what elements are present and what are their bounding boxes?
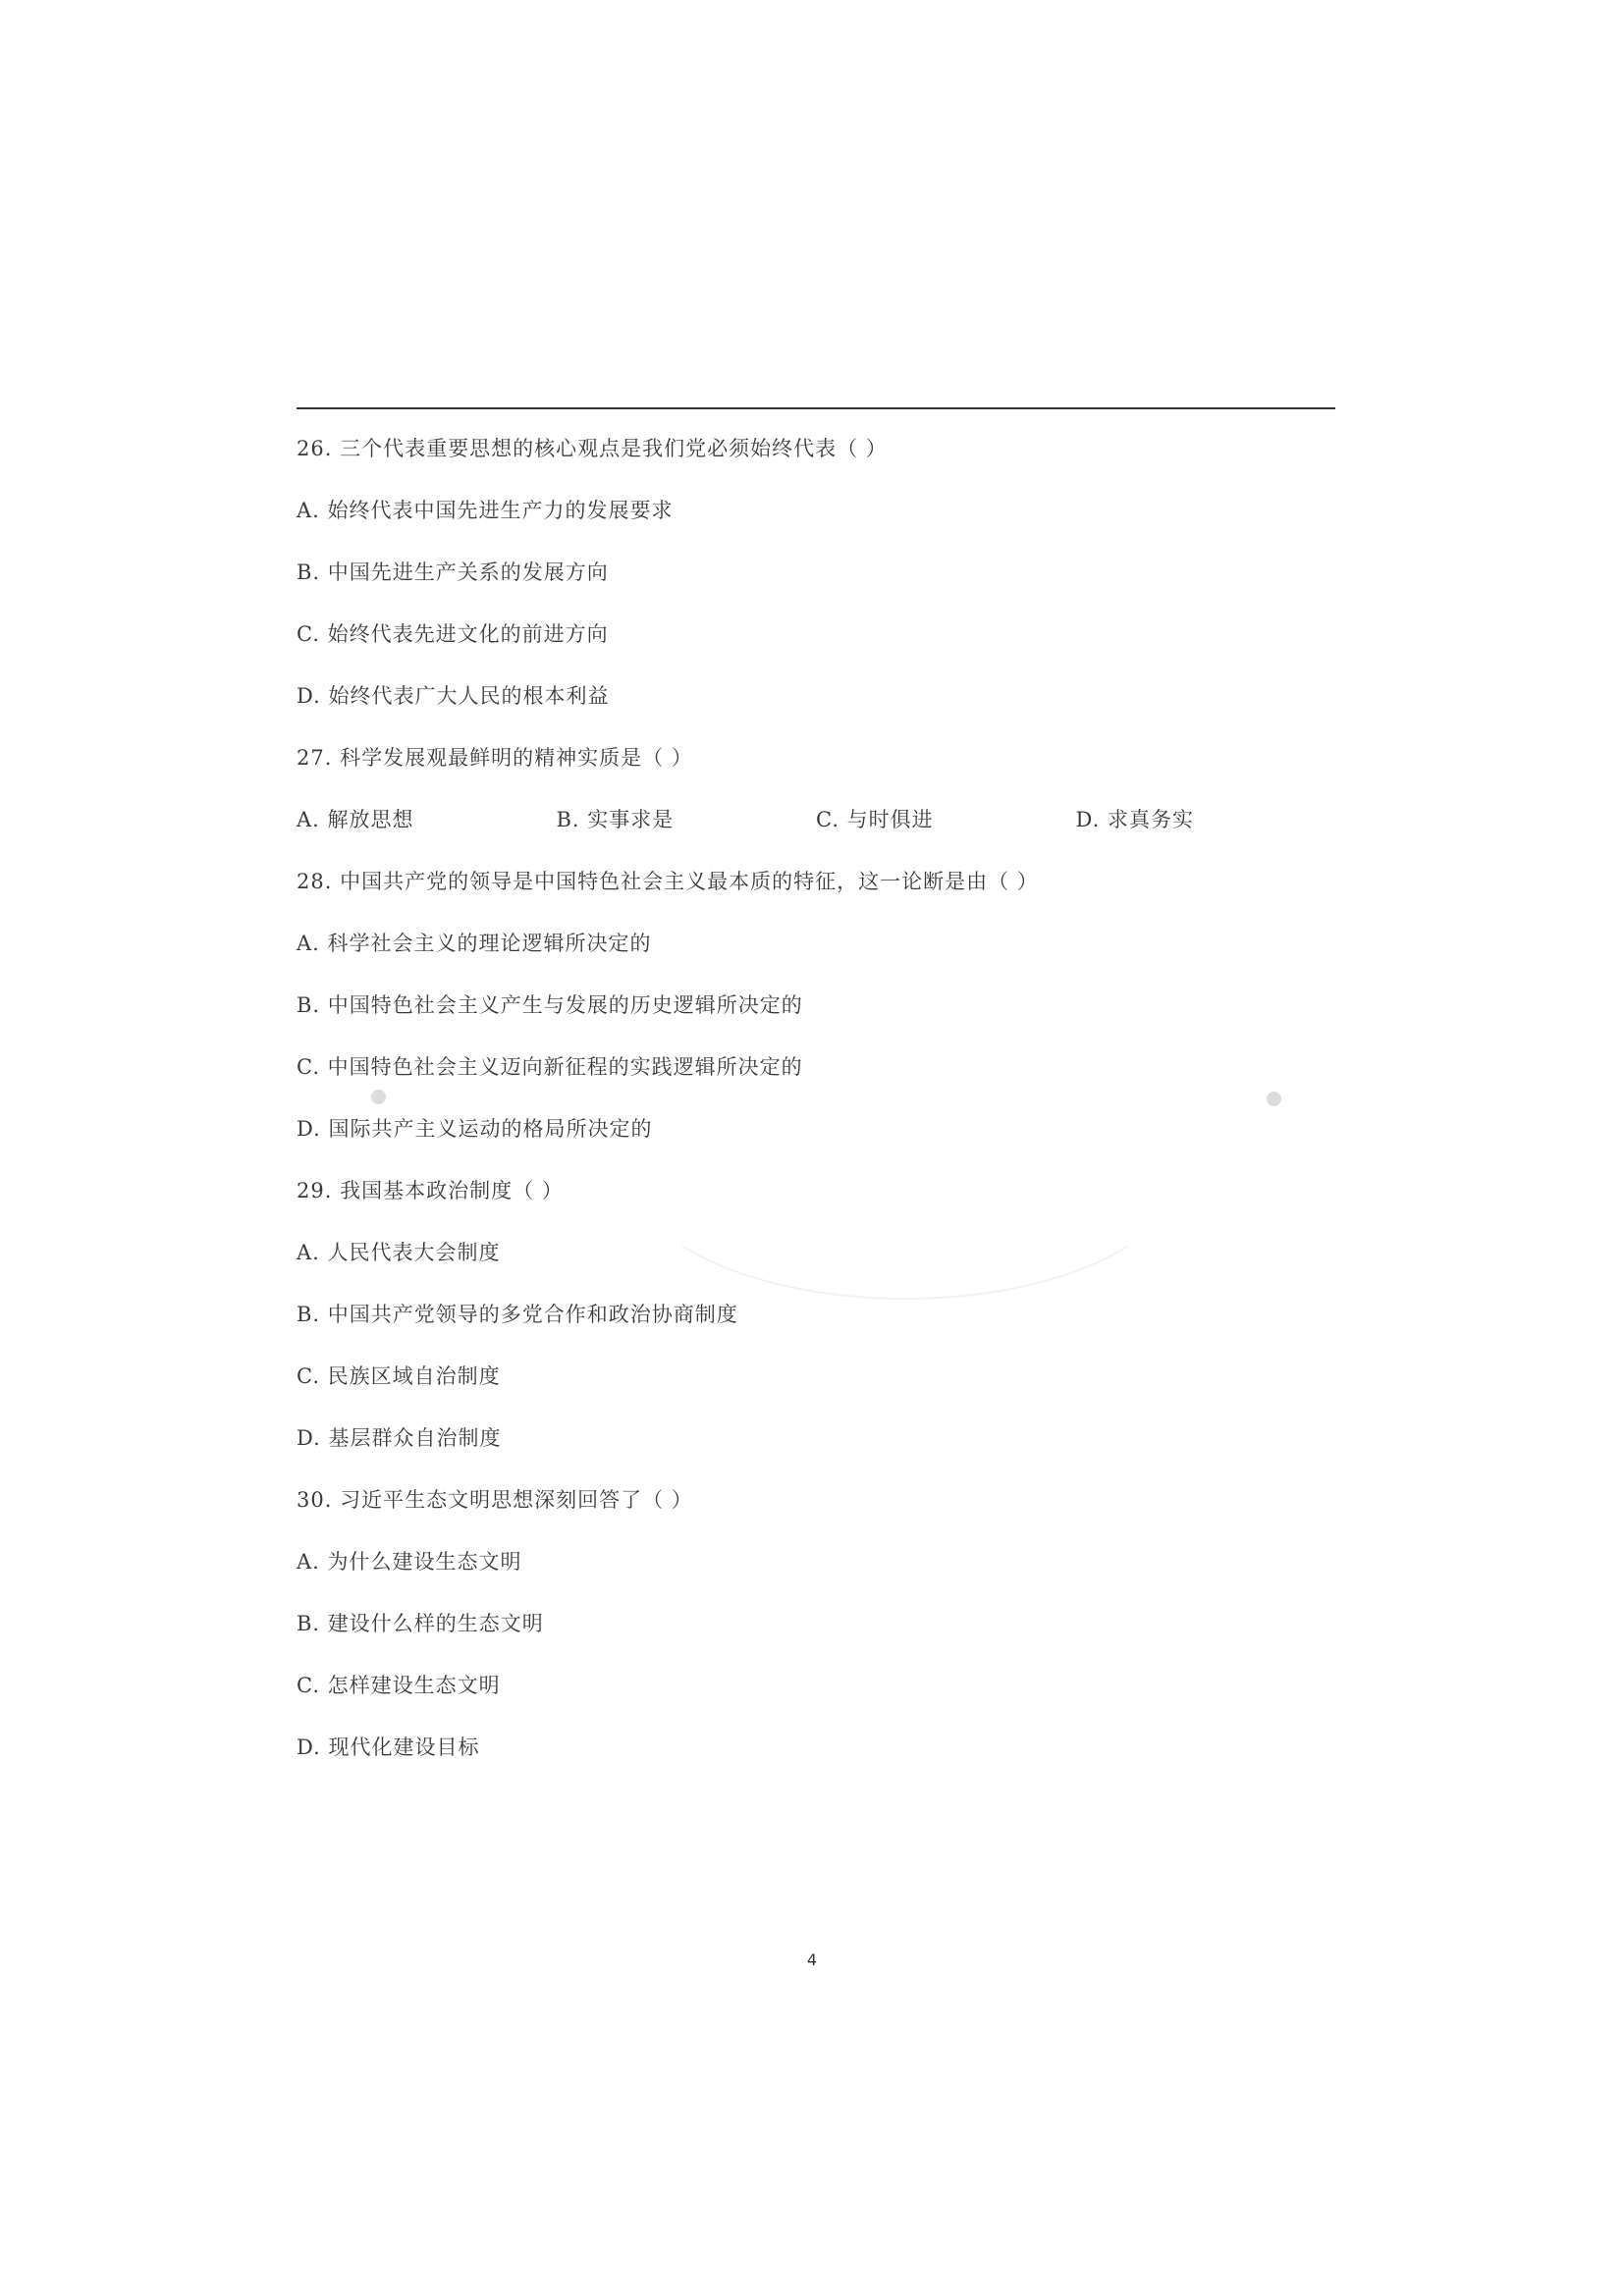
answer-option: D. 现代化建设目标 — [297, 1735, 480, 1759]
answer-option: D. 求真务实 — [1075, 808, 1194, 831]
answer-option: D. 基层群众自治制度 — [297, 1426, 502, 1450]
answer-option: B. 建设什么样的生态文明 — [297, 1612, 544, 1635]
inline-options — [297, 789, 1335, 851]
answer-option: C. 民族区域自治制度 — [297, 1364, 501, 1388]
answer-option: A. 始终代表中国先进生产力的发展要求 — [297, 499, 674, 522]
answer-option: C. 始终代表先进文化的前进方向 — [297, 622, 609, 646]
answer-option: C. 怎样建设生态文明 — [297, 1674, 501, 1697]
question-list — [297, 418, 1335, 1779]
question-stem: 27. 科学发展观最鲜明的精神实质是（ ） — [297, 746, 693, 770]
answer-option: A. 人民代表大会制度 — [297, 1241, 501, 1264]
question-stem: 30. 习近平生态文明思想深刻回答了（ ） — [297, 1488, 693, 1512]
answer-option: C. 与时俱进 — [816, 808, 934, 831]
page-number: 4 — [806, 1950, 818, 1969]
answer-option: A. 为什么建设生态文明 — [297, 1550, 522, 1574]
answer-option: B. 实事求是 — [556, 808, 675, 831]
header-rule — [297, 407, 1335, 409]
question-stem: 29. 我国基本政治制度（ ） — [297, 1179, 564, 1202]
answer-option: B. 中国共产党领导的多党合作和政治协商制度 — [297, 1303, 738, 1326]
answer-option: B. 中国先进生产关系的发展方向 — [297, 561, 609, 584]
answer-option: A. 科学社会主义的理论逻辑所决定的 — [297, 932, 652, 955]
answer-option: D. 始终代表广大人民的根本利益 — [297, 684, 610, 708]
answer-option: A. 解放思想 — [297, 808, 414, 831]
answer-option: C. 中国特色社会主义迈向新征程的实践逻辑所决定的 — [297, 1055, 803, 1079]
answer-option: B. 中国特色社会主义产生与发展的历史逻辑所决定的 — [297, 993, 803, 1017]
answer-option: D. 国际共产主义运动的格局所决定的 — [297, 1117, 653, 1141]
question-stem: 26. 三个代表重要思想的核心观点是我们党必须始终代表（ ） — [297, 437, 888, 460]
question-stem: 28. 中国共产党的领导是中国特色社会主义最本质的特征，这一论断是由（ ） — [297, 870, 1039, 893]
